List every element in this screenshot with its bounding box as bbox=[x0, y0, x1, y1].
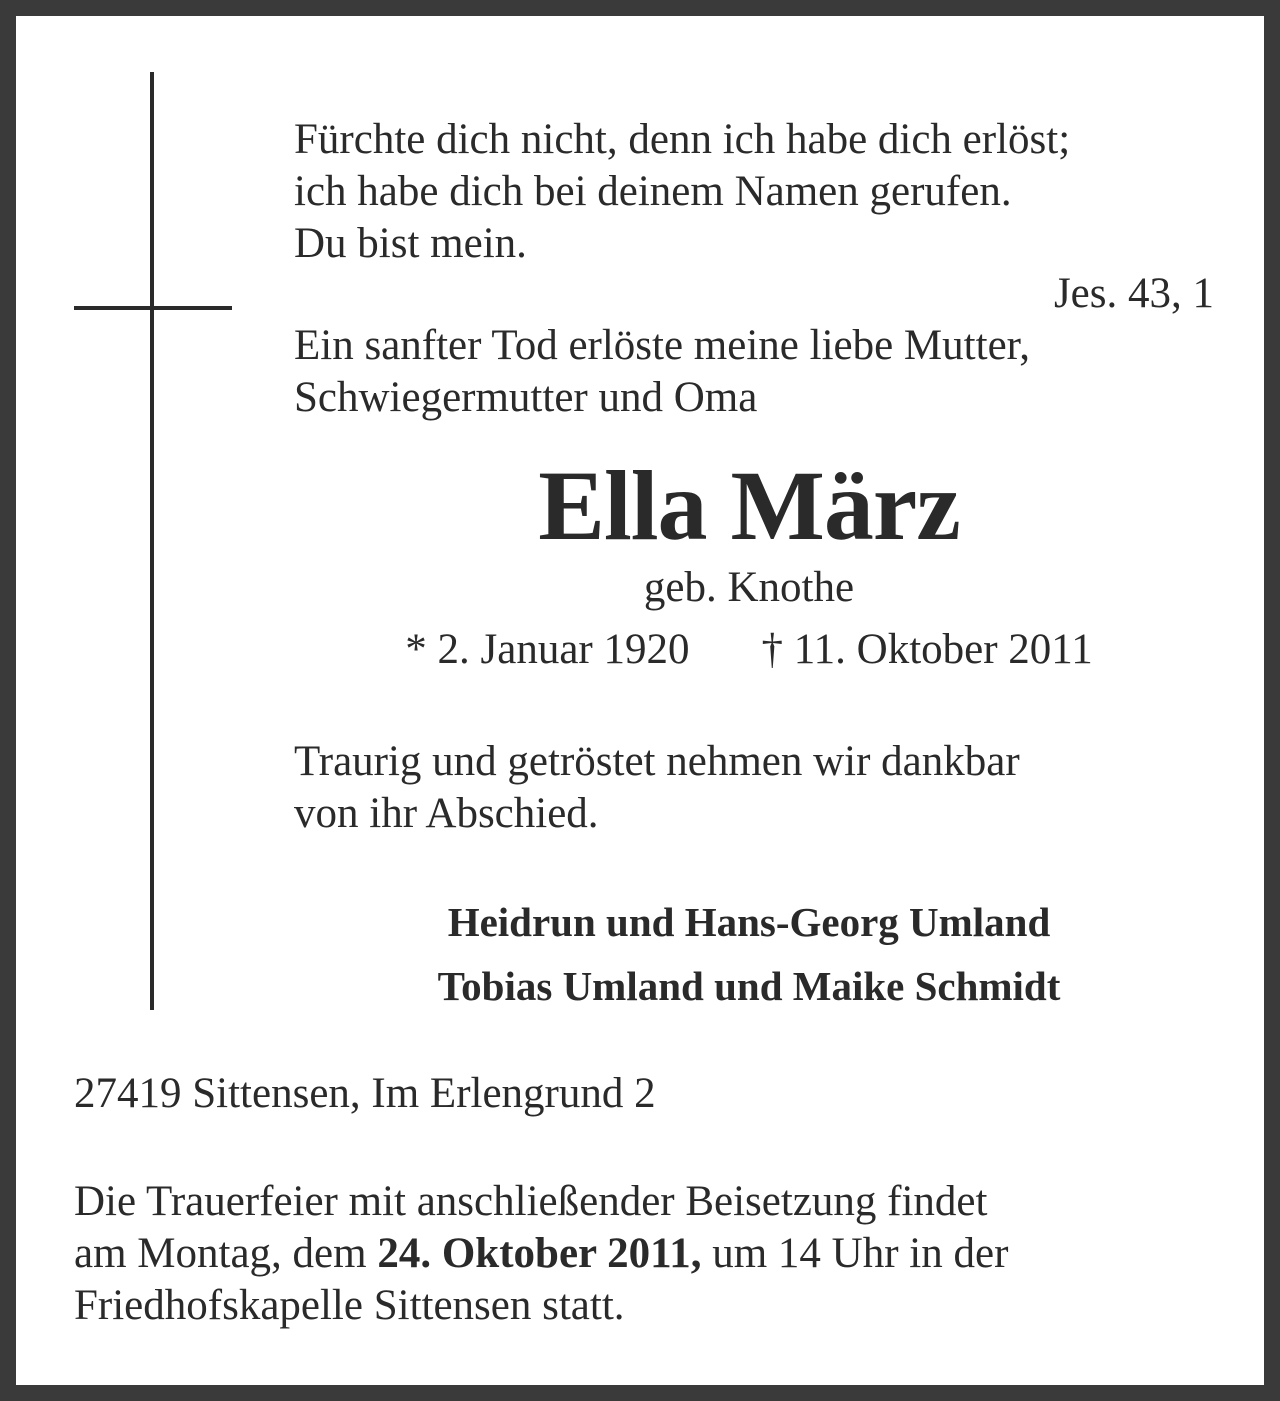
farewell-line: Traurig und getröstet nehmen wir dankbar bbox=[294, 738, 1020, 785]
farewell-line: von ihr Abschied. bbox=[294, 790, 599, 837]
verse-line: ich habe dich bei deinem Namen gerufen. bbox=[294, 168, 1012, 215]
farewell-text bbox=[294, 736, 1020, 840]
ceremony-line: Die Trauerfeier mit anschließender Beisetzung findet bbox=[74, 1178, 988, 1225]
life-dates bbox=[294, 624, 1204, 676]
deceased-name: Ella März bbox=[538, 450, 960, 561]
cross-icon-vertical-bar bbox=[150, 72, 154, 1010]
ceremony-text: um 14 Uhr in der bbox=[701, 1230, 1009, 1277]
intro-line: Schwiegermutter und Oma bbox=[294, 374, 758, 421]
intro-line: Ein sanfter Tod erlöste meine liebe Mutter, bbox=[294, 322, 1030, 369]
mourner-name: Tobias Umland und Maike Schmidt bbox=[437, 963, 1061, 1009]
funeral-ceremony-info bbox=[74, 1176, 1008, 1332]
ceremony-line: Friedhofskapelle Sittensen statt. bbox=[74, 1282, 625, 1329]
maiden-name: geb. Knothe bbox=[643, 564, 855, 611]
birth-date: * 2. Januar 1920 bbox=[405, 626, 690, 673]
ceremony-date: 24. Oktober 2011, bbox=[377, 1230, 702, 1277]
ceremony-text: am Montag, dem bbox=[74, 1230, 378, 1277]
death-date: † 11. Oktober 2011 bbox=[761, 626, 1093, 673]
verse-line: Du bist mein. bbox=[294, 220, 527, 267]
family-address: 27419 Sittensen, Im Erlengrund 2 bbox=[74, 1070, 656, 1117]
intro-text bbox=[294, 320, 1030, 424]
mourner-name: Heidrun und Hans-Georg Umland bbox=[447, 899, 1051, 945]
bible-verse bbox=[294, 114, 1070, 270]
verse-line: Fürchte dich nicht, denn ich habe dich erlöst; bbox=[294, 116, 1071, 163]
cross-icon-horizontal-bar bbox=[74, 306, 232, 310]
verse-reference: Jes. 43, 1 bbox=[1053, 270, 1214, 317]
